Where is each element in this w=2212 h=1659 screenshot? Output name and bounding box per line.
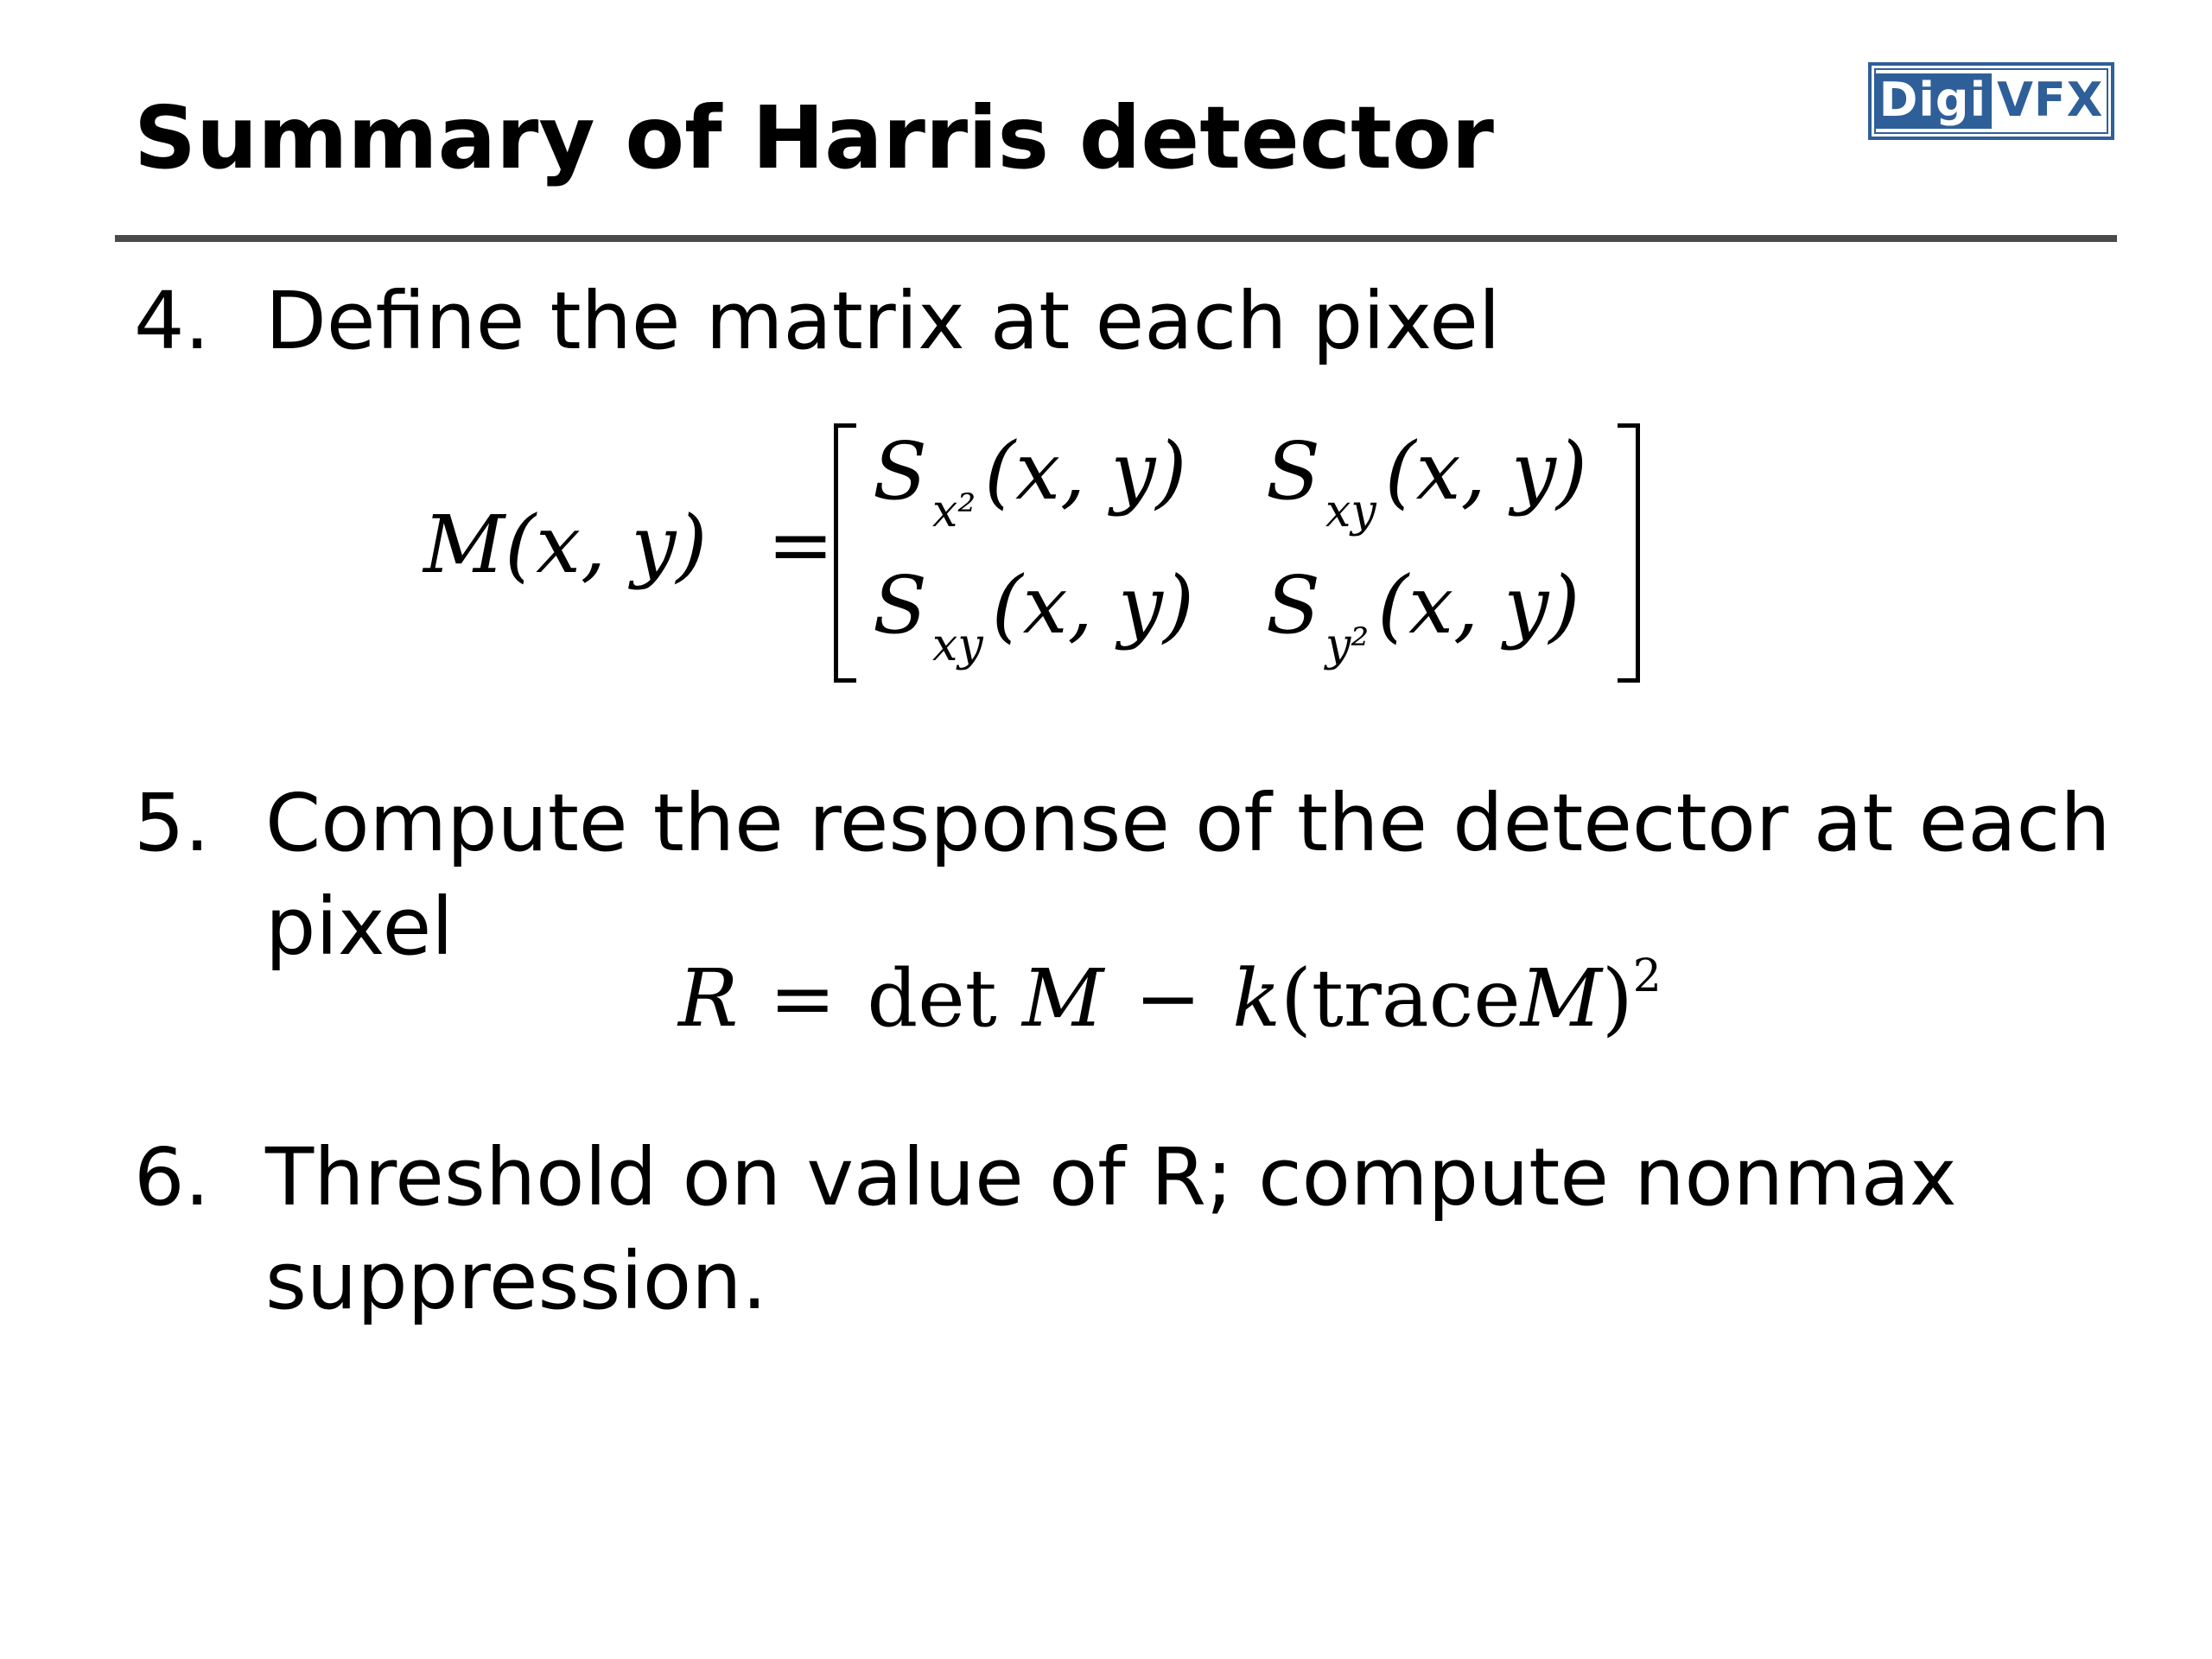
title-divider	[115, 235, 2117, 242]
cell-args: (x, y)	[1377, 559, 1580, 652]
right-bracket	[1618, 423, 1640, 683]
cell-args: (x, y)	[1384, 425, 1587, 518]
response-equation	[678, 950, 1662, 1045]
right-paren: )	[1601, 952, 1633, 1045]
step-text: Define the matrix at each pixel	[265, 275, 1501, 367]
minus-sign: −	[1135, 952, 1202, 1045]
subscript-x2: x²	[932, 486, 976, 537]
left-bracket	[834, 423, 856, 683]
logo-text-vfx: VFX	[1997, 73, 2104, 127]
subscript-xy: xy	[1325, 486, 1376, 537]
matrix-m: M	[1021, 952, 1104, 1045]
matrix-cell-sxy-top	[1266, 425, 1587, 537]
trace-operator: trace	[1311, 952, 1521, 1045]
logo-frame	[1874, 68, 2108, 134]
matrix-m: M	[1520, 952, 1602, 1045]
subscript-xy: xy	[932, 620, 983, 671]
matrix-equation	[423, 415, 1650, 700]
matrix-cell-sx2	[873, 425, 1187, 537]
response-r: R	[678, 952, 739, 1045]
matrix-lhs: M(x, y)	[423, 499, 708, 591]
matrix-cell-sy2	[1266, 559, 1580, 671]
s-symbol: S	[873, 559, 928, 652]
s-symbol: S	[1266, 559, 1321, 652]
step-number: 6.	[134, 1131, 210, 1224]
step-text: Compute the response of the detector at each pixel	[265, 777, 2111, 973]
left-paren: (	[1280, 952, 1312, 1045]
square-exponent: 2	[1632, 950, 1662, 1002]
subscript-y2: y²	[1325, 620, 1370, 671]
det-operator: det	[867, 952, 997, 1045]
digivfx-logo	[1868, 62, 2114, 140]
step-number: 5.	[134, 777, 210, 869]
equals-sign: =	[769, 952, 836, 1045]
step-text: Threshold on value of R; compute nonmax suppression.	[265, 1131, 1957, 1327]
s-symbol: S	[873, 425, 928, 518]
slide-title: Summary of Harris detector	[134, 87, 1494, 188]
logo-text-digi: Digi	[1874, 73, 1993, 129]
equals-sign: =	[767, 499, 835, 591]
cell-args: (x, y)	[984, 425, 1187, 518]
cell-args: (x, y)	[991, 559, 1194, 652]
step-number: 4.	[134, 275, 210, 367]
matrix-cell-sxy-bottom	[873, 559, 1194, 671]
s-symbol: S	[1266, 425, 1321, 518]
constant-k: k	[1232, 952, 1281, 1045]
